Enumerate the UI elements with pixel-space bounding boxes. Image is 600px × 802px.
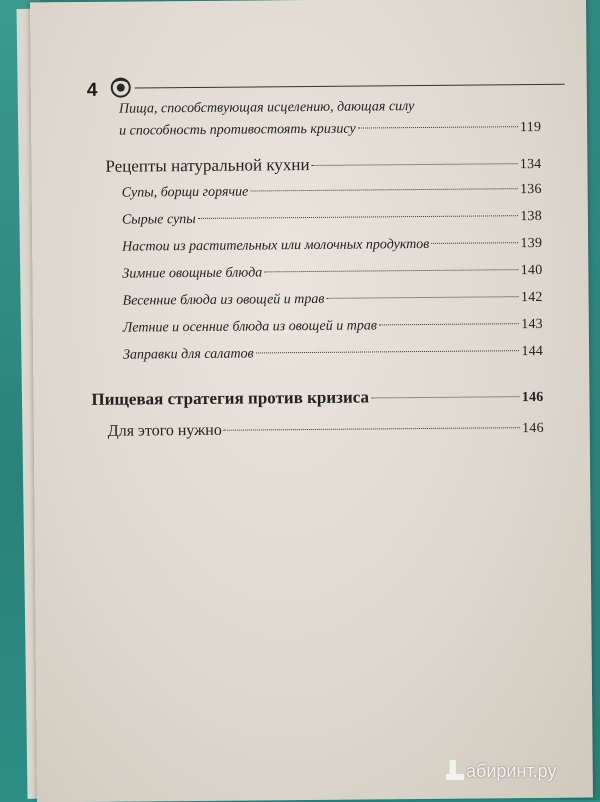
- book-page: [30, 0, 593, 802]
- toc-entry-page: 143: [521, 316, 543, 333]
- dot-leader: [198, 215, 519, 219]
- dot-leader: [312, 163, 518, 166]
- toc-entry-page: 138: [520, 208, 542, 225]
- dot-leader: [326, 296, 519, 299]
- toc-entry: [122, 209, 542, 229]
- table-of-contents: [30, 0, 593, 802]
- toc-entry: [119, 98, 541, 140]
- toc-entry-title: Пищевая стратегия против кризиса: [91, 387, 370, 409]
- toc-entry-page: 140: [520, 262, 543, 279]
- toc-entry-page: 144: [521, 343, 544, 360]
- toc-entry: [122, 263, 542, 283]
- toc-entry-page: 136: [519, 181, 542, 198]
- toc-entry: [123, 290, 543, 310]
- toc-entry-page: 139: [520, 235, 543, 252]
- toc-entry-page: 146: [521, 389, 544, 406]
- toc-entry: [122, 236, 542, 256]
- site-watermark: [446, 760, 596, 790]
- dot-leader: [358, 126, 518, 128]
- toc-entry: [122, 182, 542, 202]
- toc-entry-title: Рецепты натуральной кухни: [105, 154, 310, 176]
- toc-entry: [108, 419, 544, 441]
- toc-entry: [123, 317, 543, 337]
- page-number: 4: [86, 79, 98, 101]
- toc-entry-title: Для этого нужно: [107, 421, 222, 440]
- dot-leader: [379, 323, 519, 325]
- dot-leader: [264, 269, 518, 272]
- dot-leader: [431, 242, 518, 244]
- labirint-logo-icon: [446, 760, 464, 780]
- toc-entry-title: Настои из растительных или молочных продуктов: [122, 236, 430, 255]
- watermark-text: абиринт.ру: [466, 761, 557, 781]
- dot-leader: [371, 396, 520, 398]
- toc-entry-page: 119: [519, 119, 542, 136]
- toc-entry: [91, 386, 543, 410]
- toc-entry-page: 146: [522, 420, 544, 437]
- dot-leader: [250, 188, 518, 191]
- toc-entry-title: Зимние овощные блюда: [122, 265, 263, 282]
- toc-entry-page: 142: [520, 289, 543, 306]
- toc-entry-title: Заправки для салатов: [123, 346, 254, 363]
- toc-entry-title: Сырые супы: [121, 211, 196, 228]
- dot-leader: [256, 350, 520, 353]
- toc-entry: [123, 344, 543, 364]
- toc-entry: [105, 153, 541, 177]
- toc-entry-title: Летние и осенние блюда из овощей и трав: [122, 318, 377, 336]
- toc-entry-title: Весенние блюда из овощей и трав: [122, 291, 325, 309]
- toc-entry-title: Супы, борщи горячие: [121, 184, 249, 201]
- toc-entry-title-line: Пища, способствующая исцелению, дающая силу: [118, 99, 415, 117]
- toc-entry-title-line: и способность противостоять кризису: [119, 121, 356, 139]
- dot-leader: [224, 427, 520, 431]
- toc-entry-page: 134: [519, 156, 542, 173]
